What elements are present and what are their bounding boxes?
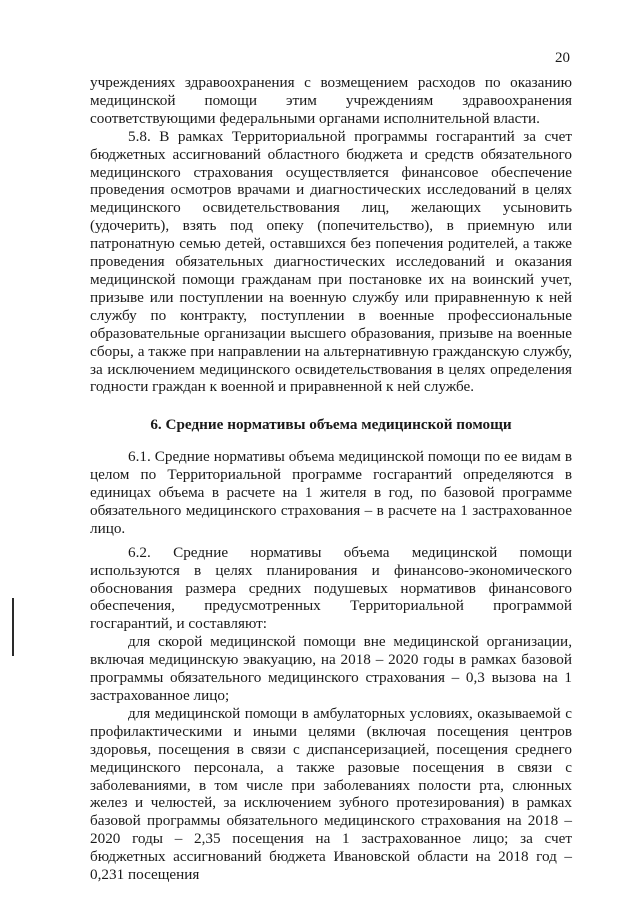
page-number: 20 xyxy=(555,50,570,66)
paragraph-6-2: 6.2. Средние нормативы объема медицинской помощи используются в целях планирования и финансово-экономического обоснования размера средних подушевых нормативов финансового обеспечения, предусмотренных Территориальной программой госгарантий, и составляют: xyxy=(90,543,572,633)
paragraph-continuation: учреждениях здравоохранения с возмещением расходов по оказанию медицинской помощи этим учреждениям здравоохранения соответствующими федеральными органами исполнительной власти. xyxy=(90,74,572,127)
paragraph-outpatient: для медицинской помощи в амбулаторных условиях, оказываемой с профилактическими и иными целями (включая посещения центров здоровья, посещения в связи с диспансеризацией, посещения среднего медицинского персонала, а также разовые посещения в связи с заболеваниями, в том числе при заболеваниях полости рта, слюнных желез и челюстей, за исключением зубного протезирования) в рамках базовой программы обязательного медицинского страхования на 2018 – 2020 годы – 2,35 посещения на 1 застрахованное лицо; за счет бюджетных ассигнований бюджета Ивановской области на 2018 год – 0,231 посещения xyxy=(90,704,572,884)
margin-mark xyxy=(12,598,14,656)
paragraph-6-1: 6.1. Средние нормативы объема медицинской помощи по ее видам в целом по Территориальной программе госгарантий определяются в единицах объема в расчете на 1 жителя в год, по базовой программе обязательного медицинского страхования – в расчете на 1 застрахованное лицо. xyxy=(90,448,572,537)
section-heading: 6. Средние нормативы объема медицинской помощи xyxy=(150,416,512,434)
document-body xyxy=(90,74,572,884)
paragraph-5-8: 5.8. В рамках Территориальной программы госгарантий за счет бюджетных ассигнований областного бюджета и средств обязательного медицинского страхования осуществляется финансовое обеспечение проведения осмотров врачами и диагностических исследований в целях медицинского освидетельствования лиц, желающих усыновить (удочерить), взять под опеку (попечительство), в приемную или патронатную семью детей, оставшихся без попечения родителей, а также проведения обязательных диагностических исследований и оказания медицинской помощи гражданам при постановке их на воинский учет, призыве или поступлении на военную службу или приравненную к ней службу по контракту, поступлении в военные профессиональные образовательные организации высшего образования, призыве на военные сборы, а также при направлении на альтернативную гражданскую службу, за исключением медицинского освидетельствования в целях определения годности граждан к военной и приравненной к ней службе. xyxy=(90,127,572,396)
paragraph-ambulance: для скорой медицинской помощи вне медицинской организации, включая медицинскую эвакуацию, на 2018 – 2020 годы в рамках базовой программы обязательного медицинского страхования – 0,3 вызова на 1 застрахованное лицо; xyxy=(90,633,572,704)
